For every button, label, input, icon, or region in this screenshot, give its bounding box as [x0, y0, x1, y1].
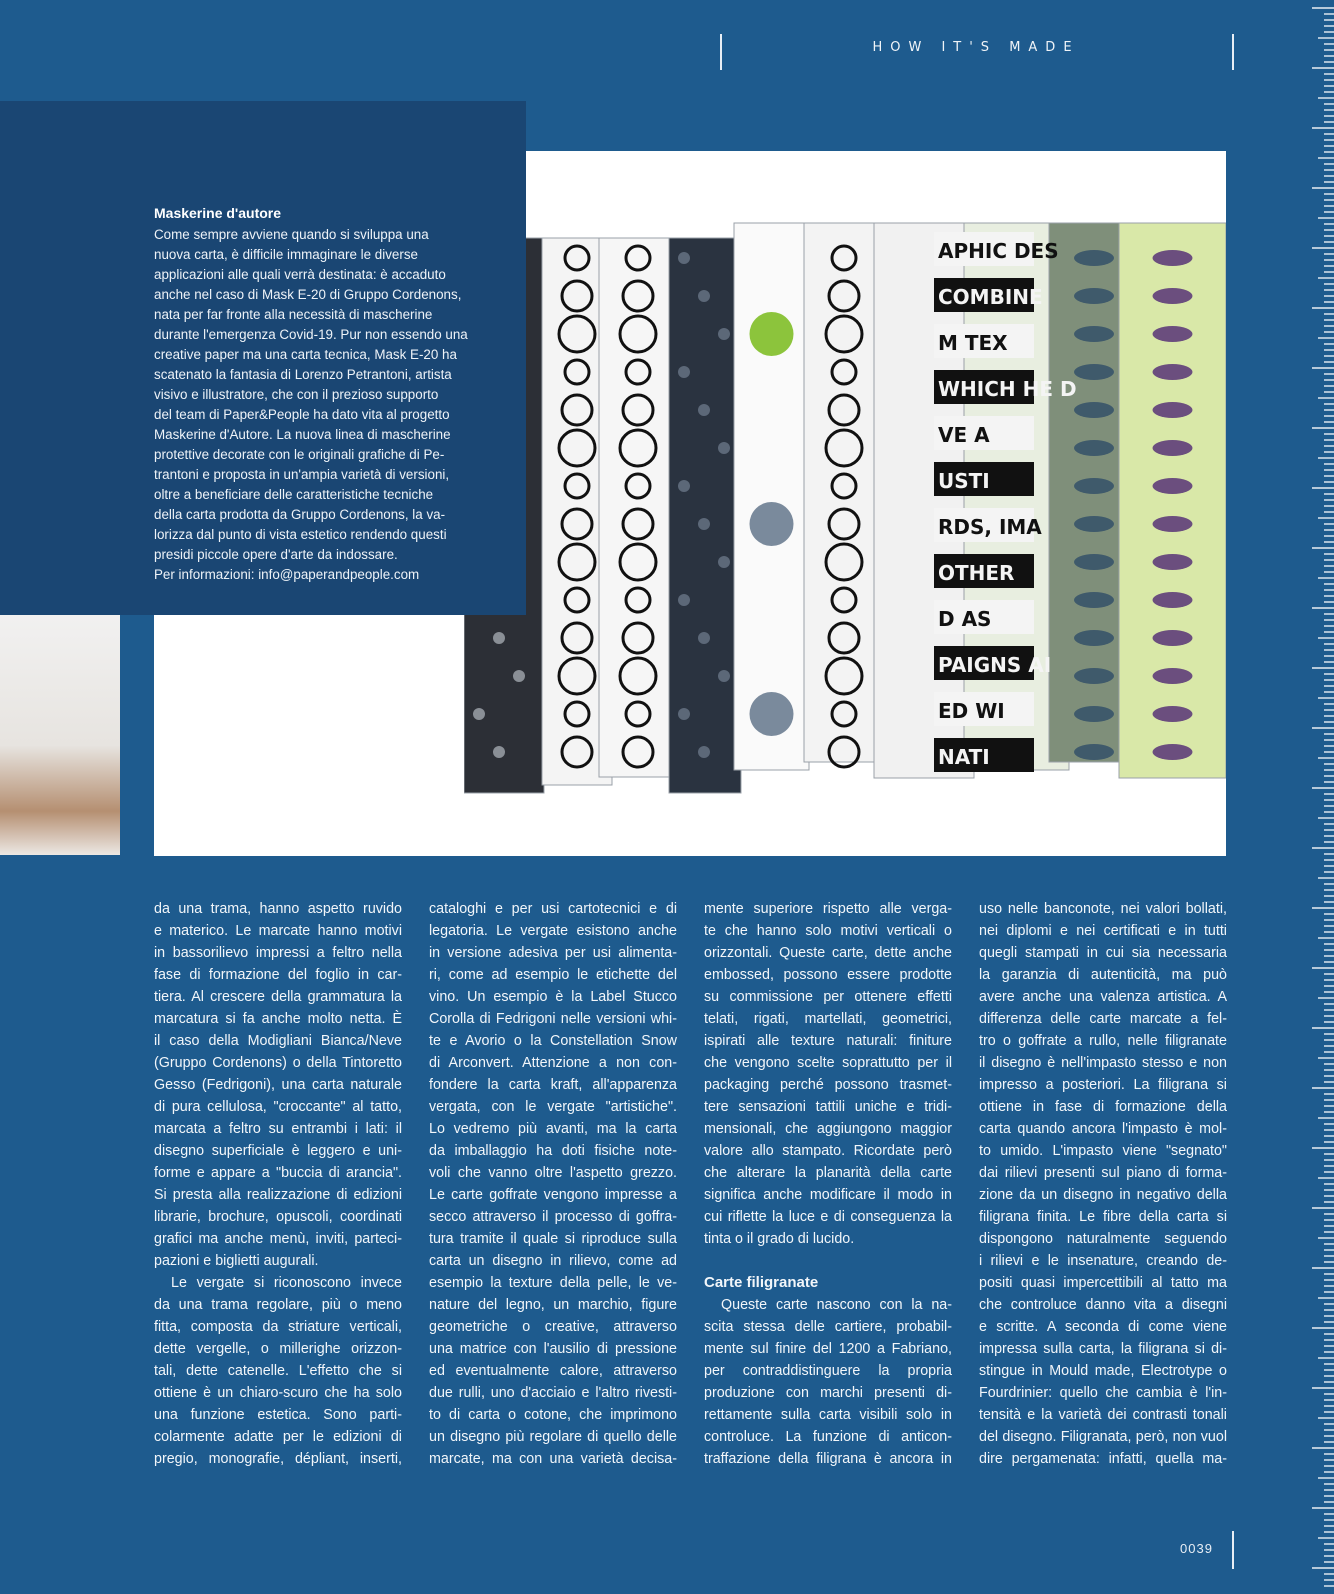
sidebar-line: applicazioni alle quali verrà destinata: è accaduto: [154, 267, 446, 282]
mask-text: NATI: [938, 745, 990, 769]
body-line: secco attraverso il processo di goffra-: [429, 1209, 677, 1225]
body-line: legatoria. Le vergate esistono anche: [429, 923, 677, 939]
body-line: una funzione estetica. Sono parti-: [154, 1407, 402, 1423]
body-column-3: [704, 898, 952, 1470]
body-line: su commissione per ottenere effetti: [704, 989, 952, 1005]
body-line: pregio, monografie, dépliant, inserti,: [154, 1451, 402, 1467]
body-line: colarmente adatte per le edizioni di: [154, 1429, 402, 1445]
body-line: fitta, composta da striature verticali,: [154, 1319, 402, 1335]
sidebar-line: durante l'emergenza Covid-19. Pur non essendo una: [154, 327, 468, 342]
body-line: scita stessa delle cartiere, probabil-: [704, 1319, 952, 1335]
body-line: di pura cellulosa, "croccante" al tatto,: [154, 1099, 402, 1115]
sidebar-line: nata per far fronte alla necessità di mascherine: [154, 307, 433, 322]
body-line: Fourdrinier: quello che cambia è l'in-: [979, 1385, 1227, 1401]
body-line: vergata, con le vergate "artistiche".: [429, 1099, 677, 1115]
sidebar-line: creative paper ma una carta tecnica, Mask E-20 ha: [154, 347, 457, 362]
mask-text: COMBINE: [938, 285, 1043, 309]
sidebar-line: visivo e illustratore, che con il prezioso supporto: [154, 387, 439, 402]
body-line: librarie, brochure, opuscoli, coordinati: [154, 1209, 402, 1225]
body-column-2: [429, 898, 677, 1470]
mask-text: WHICH HE D: [938, 377, 1077, 401]
body-line: dispongono naturalmente seguendo: [979, 1231, 1227, 1247]
ruler-decoration: [1287, 0, 1334, 1594]
body-line: in versione adesiva per usi alimenta-: [429, 945, 677, 961]
body-line: significa anche modificare il modo in: [704, 1187, 952, 1203]
body-line: tensità e la varietà dei contrasti tonali: [979, 1407, 1227, 1423]
sidebar-line: Come sempre avviene quando si sviluppa una: [154, 227, 429, 242]
body-line: to umido. L'impasto viene "segnato": [979, 1143, 1227, 1159]
body-line: quegli stampati in cui sia necessaria: [979, 945, 1227, 961]
body-line: pazioni e biglietti augurali.: [154, 1253, 319, 1269]
body-line: nei diplomi e nei certificati e in tutti: [979, 923, 1227, 939]
sidebar-line: lorizza dal punto di vista estetico rendendo questi: [154, 527, 447, 542]
body-line: (Gruppo Cordenons) o della Tintoretto: [154, 1055, 402, 1071]
body-line: carta un disegno in rilievo, come ad: [429, 1253, 677, 1269]
body-line: nature del legno, un marchio, figure: [429, 1297, 677, 1313]
masks-photo: [464, 218, 1226, 800]
body-line: avere anche una valenza artistica. A: [979, 989, 1227, 1005]
mask-text: USTI: [938, 469, 990, 493]
body-line: una matrice con l'ausilio di pressione: [429, 1341, 677, 1357]
body-line: grafici ma anche menù, inviti, parteci-: [154, 1231, 402, 1247]
body-line: orizzontali. Queste carte, dette anche: [704, 945, 952, 961]
body-line: geometriche o creative, attraverso: [429, 1319, 677, 1335]
body-line: un disegno più regolare di quello delle: [429, 1429, 677, 1445]
body-line: Corolla di Fedrigoni nelle versioni whi-: [429, 1011, 677, 1027]
mask-strip: [804, 223, 884, 767]
body-line: ed eventualmente calore, attraverso: [429, 1363, 677, 1379]
body-line: e materico. Le marcate hanno motivi: [154, 923, 402, 939]
body-line: packaging perché possono trasmet-: [704, 1077, 952, 1093]
sidebar-line: trantoni e proposta in un'ampia varietà di versioni,: [154, 467, 450, 482]
body-line: Le carte goffrate vengono impresse a: [429, 1187, 677, 1203]
body-line: da imballaggio ha doti fisiche note-: [429, 1143, 677, 1159]
body-line: i rilievi e le insenature, creando de-: [979, 1253, 1227, 1269]
body-line: dette vergelle, o millerighe orizzon-: [154, 1341, 402, 1357]
body-line: che controluce danno vita a disegni: [979, 1297, 1227, 1313]
mask-strip: [599, 238, 677, 777]
mask-strip: [669, 238, 741, 793]
body-column-4: [979, 898, 1227, 1470]
mask-text: M TEX: [938, 331, 1008, 355]
body-line: che vengono scelte soprattutto per il: [704, 1055, 952, 1071]
paragraph-gap: [704, 1250, 952, 1272]
body-line: disegno superficiale è leggero e uni-: [154, 1143, 402, 1159]
sidebar-line: del team di Paper&People ha dato vita al progetto: [154, 407, 450, 422]
body-column-1: [154, 898, 402, 1470]
body-line: marcatura si fa anche molto netta. È: [154, 1011, 402, 1027]
body-line: te che hanno solo motivi verticali o: [704, 923, 952, 939]
section-label: HOW IT'S MADE: [872, 40, 1080, 55]
body-line: positi quasi impercettibili al tatto ma: [979, 1275, 1227, 1291]
body-line: valore allo stampato. Ricordate però: [704, 1143, 952, 1159]
body-line: differenza delle carte marcate a fel-: [979, 1011, 1227, 1027]
mask-text: ED WI: [938, 699, 1005, 723]
body-line: mente superiore rispetto alle verga-: [704, 901, 952, 917]
body-line: impresso a posteriori. La filigrana si: [979, 1077, 1227, 1093]
sidebar-line: Per informazioni: info@paperandpeople.com: [154, 567, 420, 582]
sidebar-line: oltre a beneficiare delle caratteristiche tecniche: [154, 487, 434, 502]
body-line: produzione con marchi presenti di-: [704, 1385, 952, 1401]
sidebar-line: della carta prodotta da Gruppo Cordenons, la va-: [154, 507, 446, 522]
body-line: Le vergate si riconoscono invece: [171, 1275, 402, 1291]
body-line: ispirati alle texture naturali: finiture: [704, 1033, 952, 1049]
body-line: controluce. La funzione di anticon-: [704, 1429, 952, 1445]
header-rule-right: [1232, 34, 1234, 70]
body-line: embossed, possono essere prodotte: [704, 967, 952, 983]
body-line: e scritte. A seconda di come viene: [979, 1319, 1227, 1335]
mask-text: D AS: [938, 607, 992, 631]
sidebar-line: nuova carta, è difficile immaginare le diverse: [154, 247, 418, 262]
header-rule-left: [720, 34, 722, 70]
body-line: forme e appare a "buccia di arancia".: [154, 1165, 402, 1181]
body-line: per contraddistinguere la propria: [704, 1363, 952, 1379]
sidebar-text: [154, 225, 472, 585]
mask-strip: [1119, 223, 1226, 778]
body-line: marcata a feltro su entrambi i lati: il: [154, 1121, 402, 1137]
mask-text: APHIC DES: [938, 239, 1059, 263]
body-line: il caso della Modigliani Bianca/Neve: [154, 1033, 402, 1049]
body-line: da una trama regolare, più o meno: [154, 1297, 402, 1313]
body-line: tro o goffrate a rullo, nelle filigranate: [979, 1033, 1227, 1049]
body-line: stingue in Mould made, Electrotype o: [979, 1363, 1227, 1379]
body-line: la garanzia di autenticità, ma può: [979, 967, 1227, 983]
sidebar-line: Maskerine d'Autore. La nuova linea di mascherine: [154, 427, 451, 442]
body-line: cataloghi e per usi cartotecnici e di: [429, 901, 677, 917]
body-line: in bassorilievo impressi a feltro nella: [154, 945, 402, 961]
body-line: ri, come ad esempio le etichette del: [429, 967, 677, 983]
body-line: due rulli, uno d'acciaio e l'altro rivesti-: [429, 1385, 677, 1401]
body-line: Si presta alla realizzazione di edizioni: [154, 1187, 402, 1203]
body-line: to di carta o cotone, che imprimono: [429, 1407, 677, 1423]
body-line: impressa sulla carta, la filigrana si di-: [979, 1341, 1227, 1357]
mask-text: PAIGNS AI: [938, 653, 1052, 677]
body-line: rettamente sulla carta visibili solo in: [704, 1407, 952, 1423]
body-line: tali, dette catenelle. L'effetto che si: [154, 1363, 402, 1379]
body-line: fase di formazione del foglio in car-: [154, 967, 402, 983]
body-line: esempio la texture della pelle, le ve-: [429, 1275, 677, 1291]
sidebar-line: scatenato la fantasia di Lorenzo Petrantoni, artista: [154, 367, 452, 382]
body-line: del disegno. Filigranata, però, non vuol: [979, 1429, 1227, 1445]
body-line: te e Avorio o la Constellation Snow: [429, 1033, 677, 1049]
footer-rule: [1232, 1531, 1234, 1569]
body-line: filigrana finita. Le fibre della carta si: [979, 1209, 1227, 1225]
page-number: 0039: [1180, 1541, 1213, 1556]
body-line: ottiene in fase di formazione della: [979, 1099, 1227, 1115]
sidebar-title: Maskerine d'autore: [154, 205, 282, 221]
body-line: tiera. Al crescere della grammatura la: [154, 989, 402, 1005]
body-line: telati, rigati, martellati, geometrici,: [704, 1011, 952, 1027]
body-line: cui riflette la luce e di conseguenza la: [704, 1209, 952, 1225]
mask-text: RDS, IMA: [938, 515, 1042, 539]
body-line: il disegno è nell'impasto stesso e non: [979, 1055, 1227, 1071]
body-line: Lo vedremo più avanti, ma la carta: [429, 1121, 677, 1137]
body-line: carta quando ancora l'impasto è mol-: [979, 1121, 1227, 1137]
subheading: Carte filigranate: [704, 1274, 819, 1291]
body-line: tinta o il grado di lucido.: [704, 1231, 855, 1247]
body-line: mensionali, che aggiungono maggior: [704, 1121, 952, 1137]
sidebar-line: presidi piccole opere d'arte da indossare.: [154, 547, 398, 562]
mask-text: VE A: [938, 423, 990, 447]
body-line: di Arconvert. Attenzione a non con-: [429, 1055, 677, 1071]
body-line: fondere la carta kraft, all'apparenza: [429, 1077, 677, 1093]
body-line: mente sul finire del 1200 a Fabriano,: [704, 1341, 952, 1357]
mask-text: OTHER: [938, 561, 1015, 585]
body-line: Queste carte nascono con la na-: [721, 1297, 952, 1313]
body-line: Gesso (Fedrigoni), una carta naturale: [154, 1077, 402, 1093]
mask-strip: [734, 223, 809, 770]
body-line: da una trama, hanno aspetto ruvido: [154, 901, 402, 917]
body-line: dire pergamenata: infatti, quella ma-: [979, 1451, 1227, 1467]
sidebar-line: protettive decorate con le originali grafiche di Pe-: [154, 447, 445, 462]
body-line: vino. Un esempio è la Label Stucco: [429, 989, 677, 1005]
body-line: dai rilievi presenti sul piano di forma-: [979, 1165, 1227, 1181]
body-line: voli che vanno oltre l'aspetto grezzo.: [429, 1165, 677, 1181]
sidebar-line: anche nel caso di Mask E-20 di Gruppo Cordenons,: [154, 287, 462, 302]
body-line: uso nelle banconote, nei valori bollati,: [979, 901, 1227, 917]
body-line: zione da un disegno in negativo della: [979, 1187, 1227, 1203]
body-line: traffazione della filigrana è ancora in: [704, 1451, 952, 1467]
body-line: tere sensazioni tattili uniche e tridi-: [704, 1099, 952, 1115]
body-line: tura tramite il quale si riproduce sulla: [429, 1231, 677, 1247]
body-line: ottiene è un chiaro-scuro che ha solo: [154, 1385, 402, 1401]
body-line: che alterare la planarità della carte: [704, 1165, 952, 1181]
body-line: marcate, ma con una varietà decisa-: [429, 1451, 677, 1467]
